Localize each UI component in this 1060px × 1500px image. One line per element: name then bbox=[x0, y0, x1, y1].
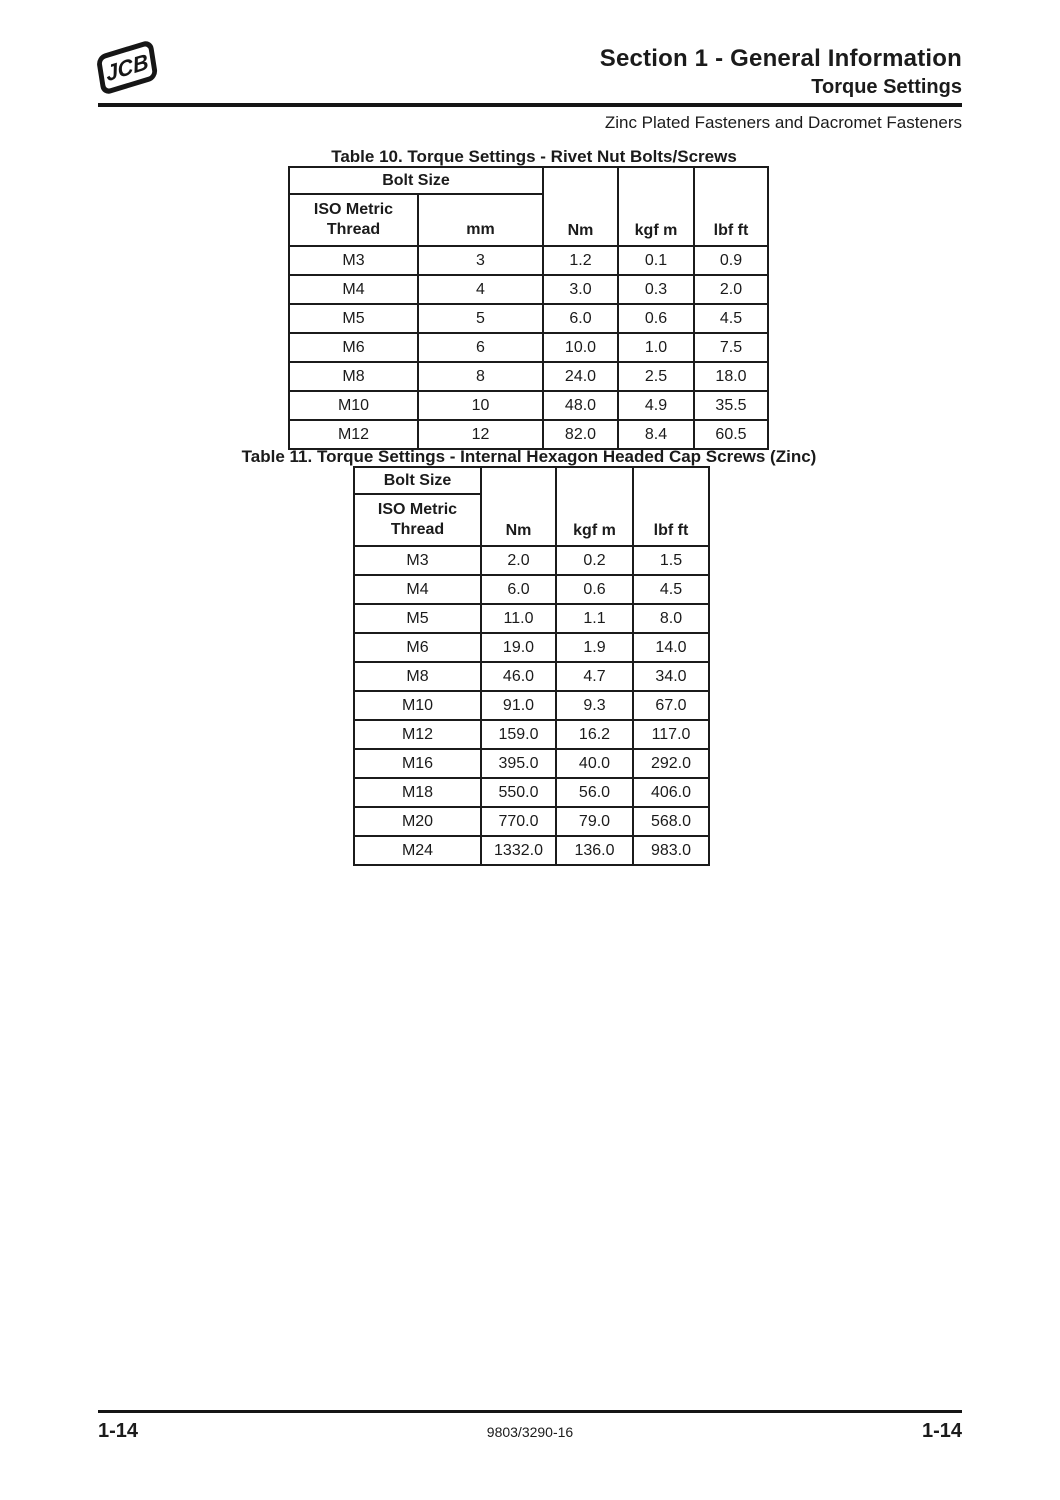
row-label-cell: M12 bbox=[289, 420, 418, 449]
table-row bbox=[354, 604, 709, 633]
row-label-cell: M24 bbox=[354, 836, 481, 865]
value-cell: 4.9 bbox=[618, 391, 694, 420]
value-cell: 4.7 bbox=[556, 662, 633, 691]
value-cell: 24.0 bbox=[543, 362, 618, 391]
value-cell: 12 bbox=[418, 420, 543, 449]
value-cell: 2.5 bbox=[618, 362, 694, 391]
value-cell: 1332.0 bbox=[481, 836, 556, 865]
value-cell: 46.0 bbox=[481, 662, 556, 691]
table-row bbox=[289, 333, 768, 362]
table-row bbox=[354, 720, 709, 749]
value-cell: 48.0 bbox=[543, 391, 618, 420]
value-cell: 983.0 bbox=[633, 836, 709, 865]
table-row bbox=[354, 836, 709, 865]
bolt-size-header: Bolt Size bbox=[354, 467, 481, 494]
table-10-title: Table 10. Torque Settings - Rivet Nut Bolts/Screws bbox=[331, 147, 737, 166]
table-row bbox=[354, 575, 709, 604]
row-label-cell: M5 bbox=[354, 604, 481, 633]
table-row bbox=[289, 420, 768, 449]
table-row bbox=[289, 304, 768, 333]
value-cell: 34.0 bbox=[633, 662, 709, 691]
col-header-mm: mm bbox=[418, 194, 543, 246]
value-cell: 0.9 bbox=[694, 246, 768, 275]
row-label-cell: M8 bbox=[289, 362, 418, 391]
value-cell: 136.0 bbox=[556, 836, 633, 865]
footer-page-number-right: 1-14 bbox=[921, 1420, 962, 1442]
value-cell: 0.1 bbox=[618, 246, 694, 275]
value-cell: 6.0 bbox=[543, 304, 618, 333]
value-cell: 292.0 bbox=[633, 749, 709, 778]
jcb-logo-icon bbox=[92, 36, 162, 100]
table-row bbox=[289, 362, 768, 391]
value-cell: 11.0 bbox=[481, 604, 556, 633]
value-cell: 117.0 bbox=[633, 720, 709, 749]
section-title: Section 1 - General Information bbox=[599, 45, 962, 72]
table-11-title: Table 11. Torque Settings - Internal Hexagon Headed Cap Screws (Zinc) bbox=[241, 447, 817, 466]
value-cell: 40.0 bbox=[556, 749, 633, 778]
col-header-iso-metric-thread: ISO Metric Thread bbox=[354, 494, 481, 546]
value-cell: 60.5 bbox=[694, 420, 768, 449]
row-label-cell: M3 bbox=[354, 546, 481, 575]
table-10-group-row bbox=[289, 167, 768, 194]
col-header-lbf-ft: lbf ft bbox=[633, 467, 709, 546]
page-header bbox=[600, 44, 962, 101]
table-11-group-row bbox=[354, 467, 709, 494]
value-cell: 91.0 bbox=[481, 691, 556, 720]
col-header-nm: Nm bbox=[543, 167, 618, 246]
value-cell: 1.5 bbox=[633, 546, 709, 575]
value-cell: 159.0 bbox=[481, 720, 556, 749]
table-11 bbox=[353, 466, 710, 866]
row-label-cell: M4 bbox=[289, 275, 418, 304]
value-cell: 10 bbox=[418, 391, 543, 420]
row-label-cell: M12 bbox=[354, 720, 481, 749]
value-cell: 19.0 bbox=[481, 633, 556, 662]
footer-rule bbox=[98, 1410, 962, 1413]
value-cell: 14.0 bbox=[633, 633, 709, 662]
row-label-cell: M10 bbox=[289, 391, 418, 420]
value-cell: 770.0 bbox=[481, 807, 556, 836]
row-label-cell: M8 bbox=[354, 662, 481, 691]
col-header-nm: Nm bbox=[481, 467, 556, 546]
row-label-cell: M5 bbox=[289, 304, 418, 333]
value-cell: 568.0 bbox=[633, 807, 709, 836]
table-row bbox=[354, 691, 709, 720]
jcb-logo-text: JCB bbox=[104, 48, 151, 87]
table-row bbox=[354, 749, 709, 778]
col-header-kgf-m: kgf m bbox=[556, 467, 633, 546]
value-cell: 6.0 bbox=[481, 575, 556, 604]
table-row bbox=[354, 807, 709, 836]
value-cell: 0.2 bbox=[556, 546, 633, 575]
value-cell: 35.5 bbox=[694, 391, 768, 420]
page-subtitle: Zinc Plated Fasteners and Dacromet Fasteners bbox=[604, 113, 962, 132]
value-cell: 1.2 bbox=[543, 246, 618, 275]
col-header-lbf-ft: lbf ft bbox=[694, 167, 768, 246]
value-cell: 18.0 bbox=[694, 362, 768, 391]
table-row bbox=[354, 662, 709, 691]
header-rule bbox=[98, 103, 962, 107]
table-10-head bbox=[289, 167, 768, 246]
table-10 bbox=[288, 166, 769, 450]
value-cell: 7.5 bbox=[694, 333, 768, 362]
value-cell: 2.0 bbox=[481, 546, 556, 575]
table-11-body bbox=[354, 546, 709, 865]
row-label-cell: M4 bbox=[354, 575, 481, 604]
value-cell: 1.0 bbox=[618, 333, 694, 362]
value-cell: 3 bbox=[418, 246, 543, 275]
row-label-cell: M20 bbox=[354, 807, 481, 836]
value-cell: 406.0 bbox=[633, 778, 709, 807]
table-row bbox=[289, 391, 768, 420]
value-cell: 0.3 bbox=[618, 275, 694, 304]
value-cell: 79.0 bbox=[556, 807, 633, 836]
col-header-iso-metric-thread: ISO Metric Thread bbox=[289, 194, 418, 246]
col-header-kgf-m: kgf m bbox=[618, 167, 694, 246]
table-row bbox=[354, 633, 709, 662]
value-cell: 4.5 bbox=[694, 304, 768, 333]
table-row bbox=[289, 246, 768, 275]
value-cell: 550.0 bbox=[481, 778, 556, 807]
table-10-body bbox=[289, 246, 768, 449]
table-row bbox=[354, 778, 709, 807]
value-cell: 8.4 bbox=[618, 420, 694, 449]
value-cell: 395.0 bbox=[481, 749, 556, 778]
footer-page-number-left: 1-14 bbox=[98, 1420, 139, 1442]
value-cell: 16.2 bbox=[556, 720, 633, 749]
row-label-cell: M6 bbox=[354, 633, 481, 662]
footer-doc-number: 9803/3290-16 bbox=[486, 1424, 574, 1440]
value-cell: 1.9 bbox=[556, 633, 633, 662]
row-label-cell: M6 bbox=[289, 333, 418, 362]
value-cell: 56.0 bbox=[556, 778, 633, 807]
value-cell: 10.0 bbox=[543, 333, 618, 362]
value-cell: 2.0 bbox=[694, 275, 768, 304]
value-cell: 67.0 bbox=[633, 691, 709, 720]
value-cell: 9.3 bbox=[556, 691, 633, 720]
value-cell: 8.0 bbox=[633, 604, 709, 633]
subsection-title: Torque Settings bbox=[811, 76, 962, 98]
value-cell: 3.0 bbox=[543, 275, 618, 304]
table-11-head bbox=[354, 467, 709, 546]
row-label-cell: M18 bbox=[354, 778, 481, 807]
value-cell: 0.6 bbox=[618, 304, 694, 333]
row-label-cell: M3 bbox=[289, 246, 418, 275]
value-cell: 1.1 bbox=[556, 604, 633, 633]
table-row bbox=[354, 546, 709, 575]
bolt-size-header: Bolt Size bbox=[289, 167, 543, 194]
value-cell: 6 bbox=[418, 333, 543, 362]
jcb-logo bbox=[92, 36, 162, 100]
value-cell: 82.0 bbox=[543, 420, 618, 449]
value-cell: 8 bbox=[418, 362, 543, 391]
value-cell: 0.6 bbox=[556, 575, 633, 604]
table-row bbox=[289, 275, 768, 304]
value-cell: 4.5 bbox=[633, 575, 709, 604]
value-cell: 4 bbox=[418, 275, 543, 304]
row-label-cell: M10 bbox=[354, 691, 481, 720]
row-label-cell: M16 bbox=[354, 749, 481, 778]
value-cell: 5 bbox=[418, 304, 543, 333]
